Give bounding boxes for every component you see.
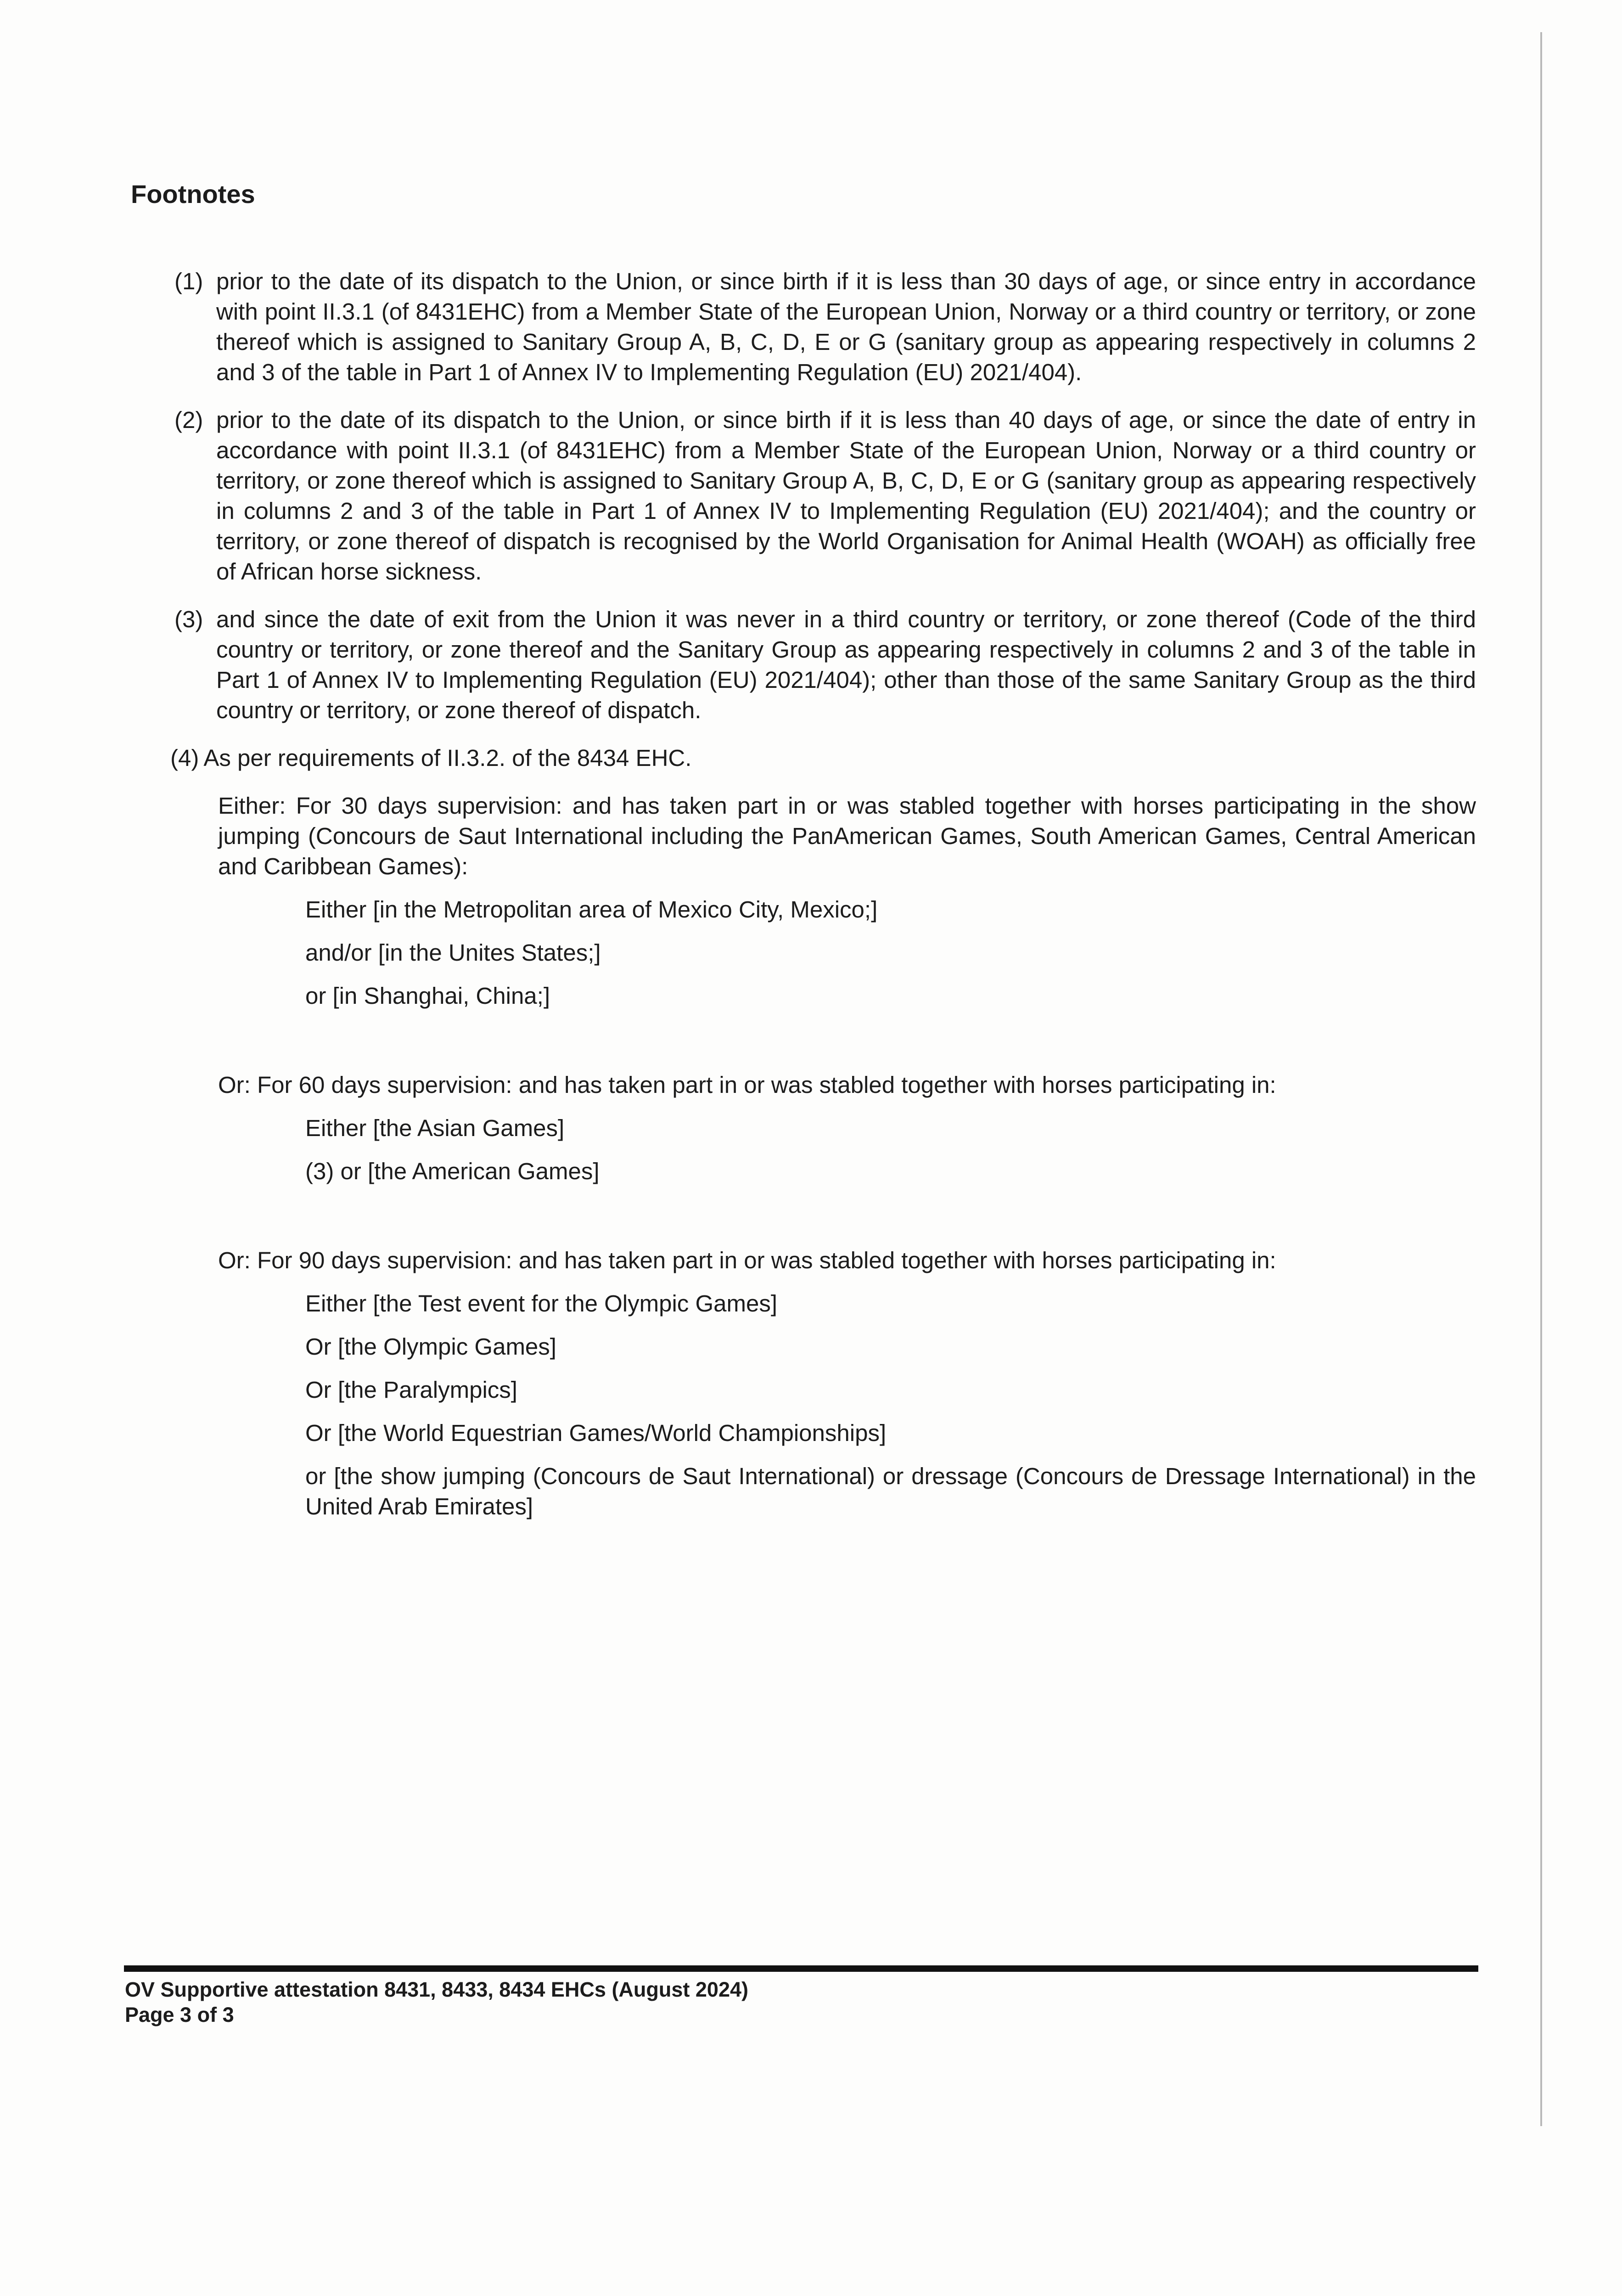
footer-document-title: OV Supportive attestation 8431, 8433, 8434 EHCs (August 2024): [125, 1978, 748, 2001]
option-item: Or [the Olympic Games]: [305, 1334, 556, 1360]
footnote-number: (4): [170, 745, 199, 771]
footnote-1: [131, 266, 1476, 388]
option-item: or [in Shanghai, China;]: [305, 983, 550, 1009]
footnote-4-heading: [170, 743, 1476, 773]
footnote-text: As per requirements of II.3.2. of the 8434 EHC.: [203, 745, 692, 771]
footnote-text: and since the date of exit from the Union it was never in a third country or territory, or zone thereof (Code of the third country or territory, or zone thereof and the Sanitary Group as appearing respectively in columns 2 and 3 of the table in Part 1 of Annex IV to Implementing Regulation (EU) 2021/404); other than those of the same Sanitary Group as the third country or territory, or zone thereof of dispatch.: [216, 606, 1476, 723]
footnote-2: [131, 405, 1476, 587]
option-item: or [the show jumping (Concours de Saut International) or dressage (Concours de Dressage International) in the United Arab Emirates]: [305, 1463, 1476, 1519]
option-90-days: Or: For 90 days supervision: and has taken part in or was stabled together with horses participating in:: [218, 1247, 1276, 1273]
footnote-number: (3): [174, 606, 203, 632]
scan-edge-line: [1540, 32, 1542, 2126]
footnotes-heading: Footnotes: [131, 180, 255, 208]
option-item: Or [the Paralympics]: [305, 1377, 517, 1403]
option-item: Either [the Asian Games]: [305, 1115, 565, 1141]
page-footer: [125, 1977, 748, 2027]
option-item: and/or [in the Unites States;]: [305, 940, 601, 966]
footnote-number: (1): [174, 268, 203, 294]
spacer: [218, 1024, 1476, 1070]
footnote-3: [131, 604, 1476, 726]
footnotes-body: [131, 266, 1476, 1535]
footnote-text: prior to the date of its dispatch to the Union, or since birth if it is less than 30 days of age, or since entry in accordance with point II.3.1 (of 8431EHC) from a Member State of the European Union, Norway or a third country or territory, or zone thereof which is assigned to Sanitary Group A, B, C, D, E or G (sanitary group as appearing respectively in columns 2 and 3 of the table in Part 1 of Annex IV to Implementing Regulation (EU) 2021/404).: [216, 268, 1476, 385]
footer-rule: [124, 1965, 1478, 1972]
option-60-days: Or: For 60 days supervision: and has taken part in or was stabled together with horses participating in:: [218, 1072, 1276, 1098]
footnote-number: (2): [174, 407, 203, 433]
footnote-text: prior to the date of its dispatch to the Union, or since birth if it is less than 40 days of age, or since the date of entry in accordance with point II.3.1 (of 8431EHC) from a Member State of the European Union, Norway or a third country or territory, or zone thereof which is assigned to Sanitary Group A, B, C, D, E or G (sanitary group as appearing respectively in columns 2 and 3 of the table in Part 1 of Annex IV to Implementing Regulation (EU) 2021/404); and the country or territory, or zone thereof of dispatch is recognised by the World Organisation for Animal Health (WOAH) as officially free of African horse sickness.: [216, 407, 1476, 585]
option-30-days: Either: For 30 days supervision: and has taken part in or was stabled together with horses participating in the show jumping (Concours de Saut International including the PanAmerican Games, South American Games, Central American and Caribbean Games):: [218, 793, 1476, 879]
option-item: Or [the World Equestrian Games/World Championships]: [305, 1420, 887, 1446]
footer-page-number: Page 3 of 3: [125, 2003, 234, 2026]
footnote-4-body: [218, 791, 1476, 1522]
option-item: Either [in the Metropolitan area of Mexico City, Mexico;]: [305, 896, 878, 923]
spacer: [218, 1199, 1476, 1245]
option-item: Either [the Test event for the Olympic Games]: [305, 1290, 777, 1317]
option-item: (3) or [the American Games]: [305, 1158, 600, 1184]
